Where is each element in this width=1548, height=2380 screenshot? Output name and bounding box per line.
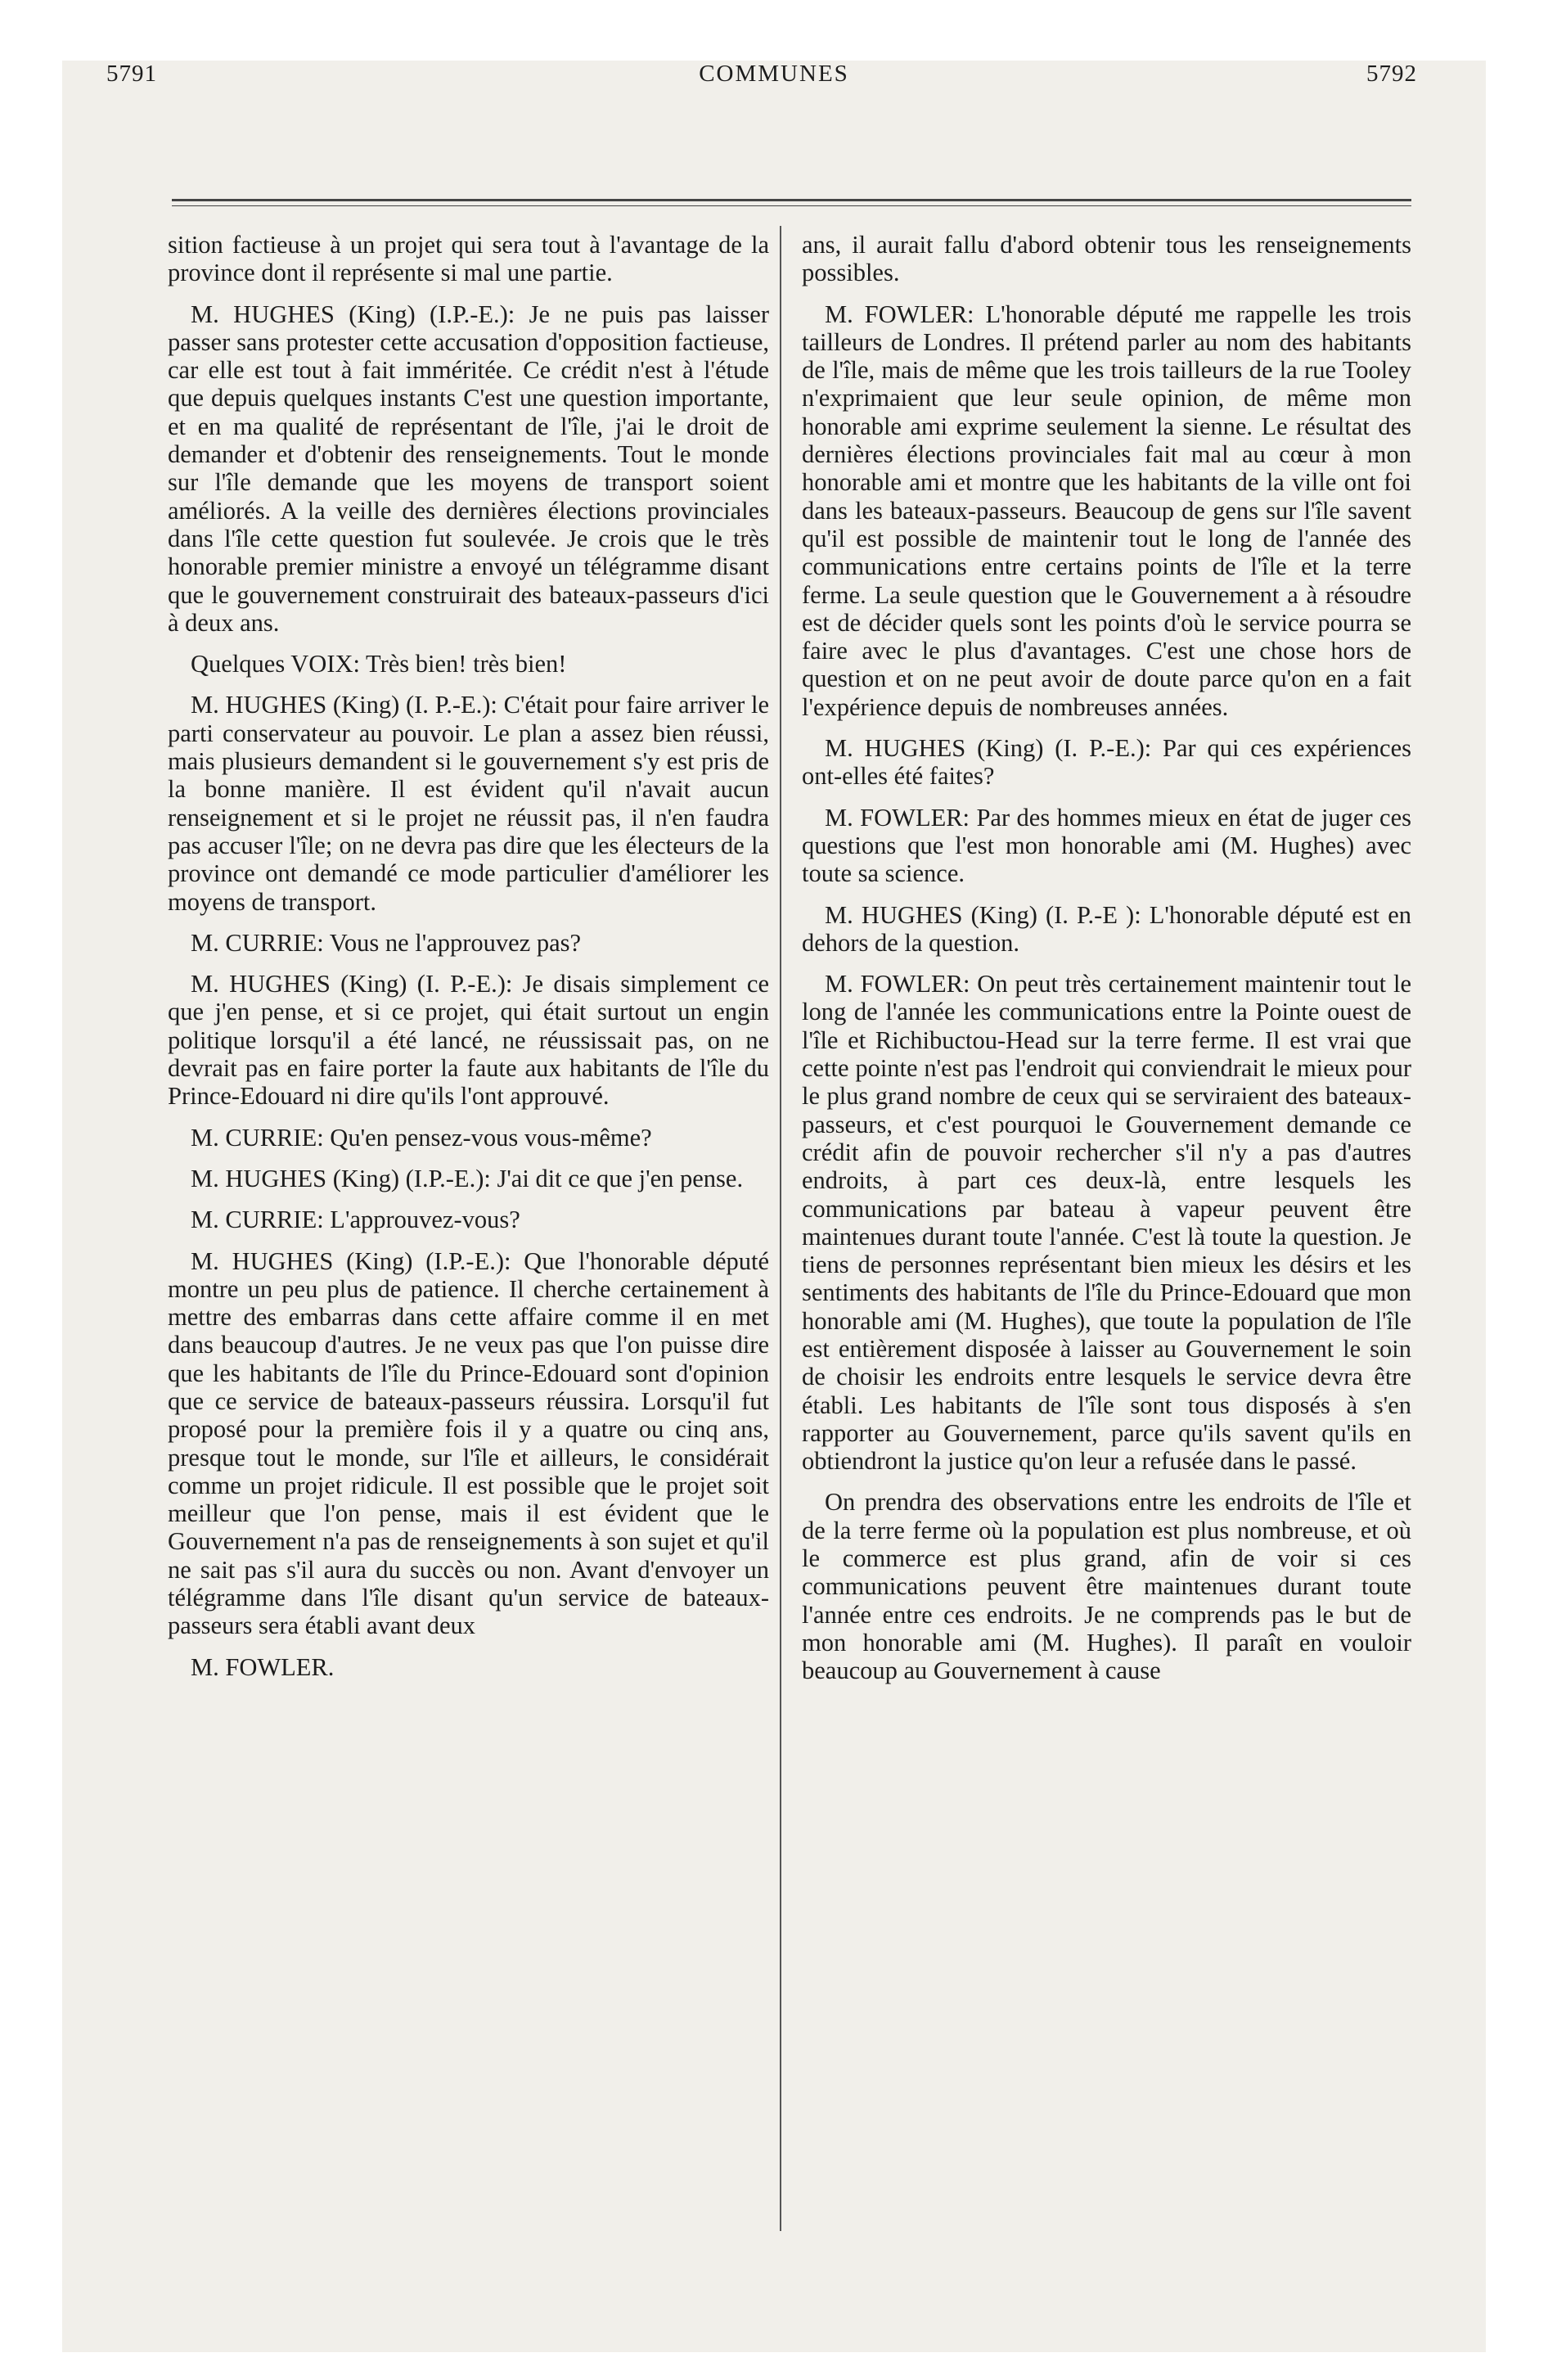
header-rule-thick <box>172 199 1411 201</box>
paragraph: M. FOWLER: L'honorable député me rappelle les trois tailleurs de Londres. Il prétend parler au nom des habitants de l'île, mais de même que les trois tailleurs de la rue Tooley n'exprimaient que leur seule opinion, de même mon honorable ami exprime seulement la sienne. Le résultat des dernières élections provinciales fait mal au cœur à mon honorable ami et montre que les habitants de la ville ont foi dans les bateaux-passeurs. Beaucoup de gens sur l'île savent qu'il est possible de maintenir tout le long de l'année des communications entre certains points de l'île et la terre ferme. La seule question que le Gouvernement a à résoudre est de décider quels sont les points d'où le service pourra se faire avec le plus d'avantages. C'est une chose hors de question et on ne peut avoir de doute parce qu'on en a fait l'expérience depuis de nombreuses années. <box>802 300 1411 721</box>
paragraph: ans, il aurait fallu d'abord obtenir tous les renseignements possibles. <box>802 231 1411 287</box>
paragraph: M. FOWLER: Par des hommes mieux en état de juger ces questions que l'est mon honorable ami (M. Hughes) avec toute sa science. <box>802 803 1411 888</box>
paragraph: M. HUGHES (King) (I.P.-E.): J'ai dit ce que j'en pense. <box>191 1164 744 1192</box>
column-divider <box>780 226 781 2231</box>
paragraph: M. HUGHES (King) (I. P.-E.): C'était pour faire arriver le parti conservateur au pouvoir. Le plan a assez bien réussi, mais plusieurs demandent si le gouvernement s'y est pris de la bonne manière. Il est évident qu'il n'avait aucun renseignement et si le projet ne réussit pas, il n'en faudra pas accuser l'île; on ne devra pas dire que les électeurs de la province ont demandé ce mode particulier d'améliorer les moyens de transport. <box>168 691 769 916</box>
paragraph: sition factieuse à un projet qui sera tout à l'avantage de la province dont il représente si mal une partie. <box>168 231 769 287</box>
running-title: COMMUNES <box>699 61 849 87</box>
right-column <box>802 231 1411 1698</box>
paragraph: M. FOWLER: On peut très certainement maintenir tout le long de l'année les communications entre la Pointe ouest de l'île et Richibuctou-Head sur la terre ferme. Il est vrai que cette pointe n'est pas l'endroit qui conviendrait le mieux pour le plus grand nombre de ceux qui se serviraient des bateaux-passeurs, et c'est pourquoi le Gouvernement demande ce crédit afin de pouvoir rechercher s'il n'y a pas d'autres endroits, à part ces deux-là, entre lesquels les communications par bateau à vapeur peuvent être maintenues durant toute l'année. C'est là toute la question. Je tiens de personnes représentant bien mieux les désirs et les sentiments des habitants de l'île du Prince-Edouard que mon honorable ami (M. Hughes), que toute la population de l'île est entièrement disposée à laisser au Gouvernement le soin de choisir les endroits entre lesquels le service devra être établi. Les habitants de l'île sont tous disposés à s'en rapporter au Gouvernement, parce qu'ils savent qu'ils en obtiendront la justice qu'on leur a refusée dans le passé. <box>802 970 1411 1476</box>
paragraph: M. HUGHES (King) (I.P.-E.): Je ne puis pas laisser passer sans protester cette accusation d'opposition factieuse, car elle est tout à fait imméritée. Ce crédit n'est à l'étude que depuis quelques instants C'est une question importante, et en ma qualité de représentant de l'île, j'ai le droit de demander et d'obtenir des renseignements. Tout le monde sur l'île demande que les moyens de transport soient améliorés. A la veille des dernières élections provinciales dans l'île cette question fut soulevée. Je crois que le très honorable premier ministre a envoyé un télégramme disant que le gouvernement construirait des bateaux-passeurs d'ici à deux ans. <box>168 300 769 637</box>
paragraph: M. HUGHES (King) (I. P.-E ): L'honorable député est en dehors de la question. <box>802 900 1411 957</box>
paragraph: M. CURRIE: Qu'en pensez-vous vous-même? <box>191 1123 652 1152</box>
paragraph: M. HUGHES (King) (I. P.-E.): Je disais simplement ce que j'en pense, et si ce projet, qui était surtout un engin politique lorsqu'il a été lancé, ne réussissait pas, on ne devrait pas en faire porter la faute aux habitants de l'île du Prince-Edouard ni dire qu'ils l'ont approuvé. <box>168 970 769 1111</box>
paragraph: M. CURRIE: Vous ne l'approuvez pas? <box>191 928 582 957</box>
paragraph: M. HUGHES (King) (I. P.-E.): Par qui ces expériences ont-elles été faites? <box>802 734 1411 791</box>
speaker-label: M. FOWLER. <box>191 1652 335 1681</box>
left-column <box>168 231 769 1694</box>
paragraph: On prendra des observations entre les endroits de l'île et de la terre ferme où la population est plus nombreuse, et où le commerce est plus grand, afin de voir si ces communications peuvent être maintenues durant toute l'année entre ces endroits. Je ne comprends pas le but de mon honorable ami (M. Hughes). Il paraît en vouloir beaucoup au Gouvernement à cause <box>802 1488 1411 1685</box>
page-number-right: 5792 <box>1366 61 1417 87</box>
header-rule-thin <box>172 205 1411 206</box>
page-header <box>0 61 1548 101</box>
paragraph: M. HUGHES (King) (I.P.-E.): Que l'honorable député montre un peu plus de patience. Il cherche certainement à mettre des embarras dans cette affaire comme il en met dans beaucoup d'autres. Je ne veux pas que l'on puisse dire que les habitants de l'île du Prince-Edouard sont d'opinion que ce service de bateaux-passeurs réussira. Lorsqu'il fut proposé pour la première fois il y a quatre ou cinq ans, presque tout le monde, sur l'île et ailleurs, le considérait comme un projet ridicule. Il est possible que le projet soit meilleur que l'on pense, mais il est évident que le Gouvernement n'a pas de renseignements à son sujet et qu'il ne sait pas s'il aura du succès ou non. Avant d'envoyer un télégramme dans l'île disant qu'un service de bateaux-passeurs sera établi avant deux <box>168 1246 769 1640</box>
paragraph: M. CURRIE: L'approuvez-vous? <box>191 1206 520 1234</box>
page-number-left: 5791 <box>106 61 157 87</box>
paragraph: Quelques VOIX: Très bien! très bien! <box>191 650 567 678</box>
